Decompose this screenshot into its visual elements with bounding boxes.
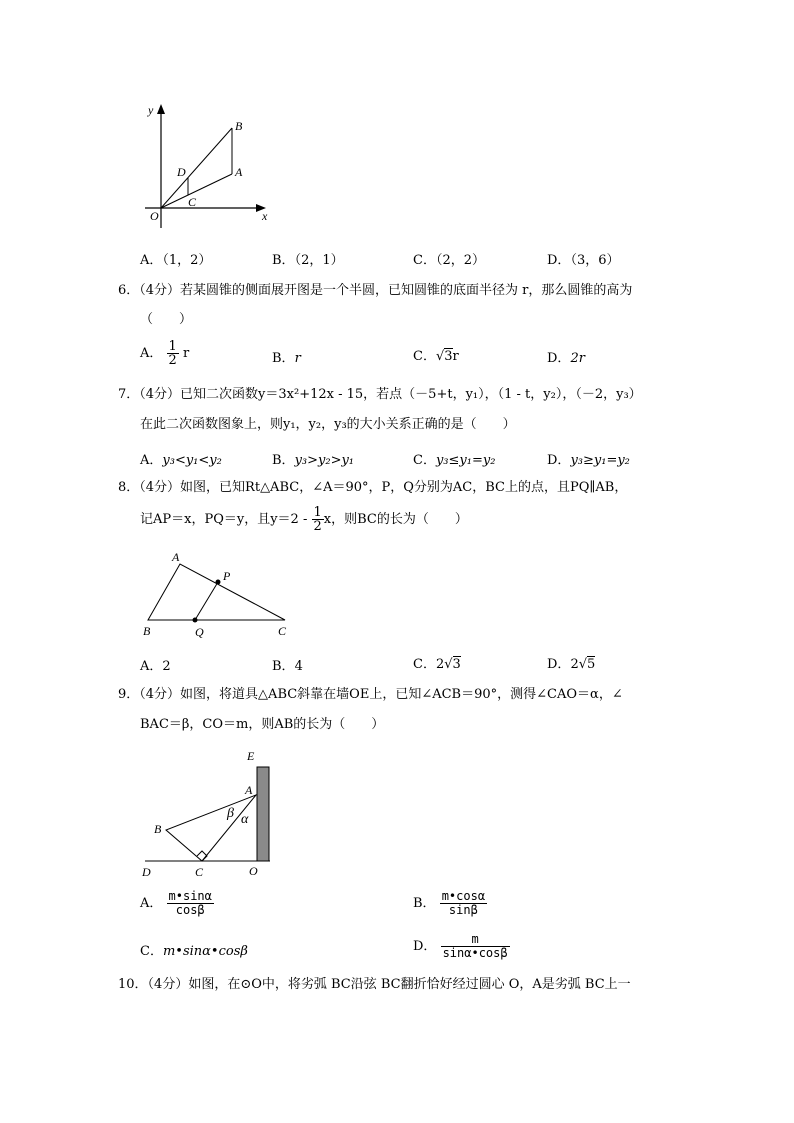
- label-c: C: [278, 624, 287, 638]
- label-p: P: [223, 569, 231, 583]
- q7-option-a[interactable]: A．y₃<y₁<y₂: [140, 453, 222, 468]
- q8-option-b[interactable]: B．4: [272, 659, 303, 674]
- point-p: [216, 580, 221, 585]
- q7-option-b[interactable]: B．y₃>y₂>y₁: [272, 453, 355, 468]
- q5-figure: [140, 100, 290, 230]
- label-a: A: [235, 165, 243, 179]
- q5-option-c[interactable]: C．（2，2）: [413, 253, 485, 268]
- q8-option-d[interactable]: D．2√5: [547, 657, 596, 672]
- label-beta: β: [227, 806, 234, 821]
- q6-option-c[interactable]: C．√3r: [413, 349, 459, 364]
- label-a: A: [172, 550, 180, 564]
- q6-option-d[interactable]: D．2r: [547, 351, 585, 366]
- label-alpha: α: [241, 812, 249, 827]
- triangle-abc: [166, 795, 256, 861]
- q7-stem-line1: 7．（4分）已知二次函数y＝3x²+12x - 15，若点（－5+t，y₁），（1 - t，y₂），（－2，y₃）: [118, 387, 642, 402]
- q9-stem-line2: BAC＝β，CO＝m，则AB的长为（ ）: [140, 717, 385, 732]
- q8-stem-line2: 记AP＝x，PQ＝y，且y＝2 - $\frac{1}{2}$ x，则BC的长为（ ）: [140, 505, 468, 534]
- label-b: B: [235, 119, 243, 133]
- label-o: O: [249, 864, 258, 878]
- label-x: x: [262, 209, 268, 223]
- q7-option-c[interactable]: C．y₃≤y₁=y₂: [413, 453, 496, 468]
- label-a: A: [245, 783, 253, 797]
- q8-figure: [140, 550, 300, 640]
- point-q: [193, 618, 198, 623]
- q5-option-a[interactable]: A．（1，2）: [140, 253, 212, 268]
- label-b: B: [154, 822, 162, 836]
- q7-stem-line2: 在此二次函数图象上，则y₁，y₂，y₃的大小关系正确的是（ ）: [140, 417, 516, 432]
- q9-stem-line1: 9．（4分）如图，将道具△ABC斜靠在墙OE上，已知∠ACB＝90°，测得∠CAO＝α，∠: [118, 687, 623, 702]
- q7-option-d[interactable]: D．y₃≥y₁=y₂: [547, 453, 630, 468]
- q10-stem-line1: 10．（4分）如图，在⊙O中，将劣弧 BC沿弦 BC翻折恰好经过圆心 O，A是劣弧 BC上一: [118, 977, 631, 992]
- q6-option-a[interactable]: A． $\frac{1}{2}$ r: [140, 339, 190, 368]
- label-y: y: [148, 103, 154, 117]
- label-d: D: [177, 165, 186, 179]
- q9-option-b[interactable]: B． $\frac{m•\cos\alpha}{\sin\beta}$: [413, 889, 486, 917]
- label-b: B: [143, 624, 151, 638]
- q9-option-d[interactable]: D． $\frac{m}{\sin\alpha•\cos\beta}$: [413, 932, 508, 960]
- q5-option-d[interactable]: D．（3，6）: [547, 253, 620, 268]
- q6-option-b[interactable]: B．r: [272, 351, 301, 366]
- q9-option-a[interactable]: A． $\frac{m•\sin\alpha}{\cos\beta}$: [140, 889, 212, 917]
- q6-stem-line2: （ ）: [140, 312, 193, 327]
- segment-oa: [161, 174, 232, 208]
- label-c: C: [188, 195, 197, 209]
- q8-stem-line1: 8．（4分）如图，已知Rt△ABC，∠A＝90°，P，Q分别为AC，BC上的点，且PQ∥AB，: [118, 480, 628, 495]
- label-d: D: [142, 865, 151, 879]
- q5-option-b[interactable]: B．（2，1）: [272, 253, 344, 268]
- label-e: E: [247, 749, 255, 763]
- q8-option-a[interactable]: A．2: [140, 659, 171, 674]
- wall-oe: [257, 767, 269, 861]
- y-axis-arrow: [157, 104, 165, 114]
- q8-option-c[interactable]: C．2√3: [413, 657, 461, 672]
- label-c: C: [195, 865, 204, 879]
- q9-figure: [140, 745, 280, 880]
- q9-option-c[interactable]: C．m•sinα•cosβ: [140, 944, 248, 959]
- segment-ob: [161, 128, 232, 208]
- label-q: Q: [195, 625, 204, 639]
- label-o: O: [150, 209, 159, 223]
- q6-stem-line1: 6．（4分）若某圆锥的侧面展开图是一个半圆，已知圆锥的底面半径为 r，那么圆锥的高为: [118, 283, 633, 298]
- triangle-abc: [148, 564, 285, 620]
- segment-pq: [195, 582, 218, 620]
